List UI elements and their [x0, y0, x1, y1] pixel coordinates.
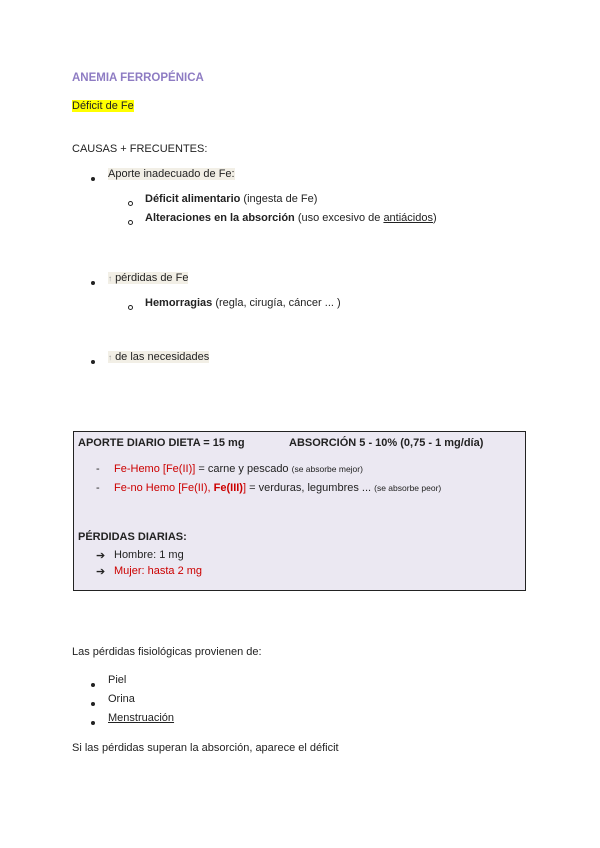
arrow-right-icon: ➔	[96, 550, 106, 562]
sub-cause-rest: (uso excesivo de	[294, 212, 384, 224]
perdidas-heading: PÉRDIDAS DIARIAS:	[78, 531, 187, 543]
mujer-line: Mujer: hasta 2 mg	[114, 565, 203, 577]
sub-cause-bold: Alteraciones en la absorción	[145, 212, 295, 224]
cause-item	[108, 272, 188, 284]
list-item: Menstruación	[108, 712, 175, 724]
bullet-dot-icon	[91, 678, 95, 690]
list-item: Orina	[108, 693, 135, 705]
sub-cause-rest-end: )	[432, 212, 437, 224]
sub-cause-item	[145, 193, 317, 205]
hombre-line: Hombre: 1 mg	[114, 549, 184, 561]
bullet-dot-icon	[91, 716, 95, 728]
losses-intro: Las pérdidas fisiológicas provienen de:	[72, 646, 262, 658]
bullet-dot-icon	[91, 355, 95, 367]
circle-bullet-icon	[128, 216, 133, 228]
fe-nohemo-line: Fe-no Hemo [Fe(II), Fe(III)] = verduras, legumbres ... (se absorbe peor)	[114, 482, 442, 494]
conclusion: Si las pérdidas superan la absorción, aparece el déficit	[72, 742, 339, 754]
cause-item	[108, 168, 235, 180]
absorcion: ABSORCIÓN 5 - 10% (0,75 - 1 mg/día)	[289, 437, 484, 449]
circle-bullet-icon	[128, 301, 133, 313]
cause-item	[108, 351, 209, 363]
cause-label: pérdidas de Fe	[115, 272, 189, 284]
subtitle	[72, 100, 134, 112]
sub-cause-rest: (regla, cirugía, cáncer ... )	[212, 297, 341, 309]
aporte-diario: APORTE DIARIO DIETA = 15 mg	[78, 437, 245, 449]
causes-heading: CAUSAS + FRECUENTES:	[72, 143, 208, 155]
page-title: ANEMIA FERROPÉNICA	[72, 72, 204, 84]
fe-hemo-line: Fe-Hemo [Fe(II)] = carne y pescado (se absorbe mejor)	[114, 463, 363, 475]
cause-label: Aporte inadecuado de Fe:	[108, 168, 235, 180]
dash-bullet-icon: -	[96, 482, 100, 494]
up-arrow-icon: ↑	[108, 274, 112, 283]
iron-info-box	[73, 431, 526, 591]
bullet-dot-icon	[91, 276, 95, 288]
bullet-dot-icon	[91, 172, 95, 184]
subtitle-highlight: Déficit de Fe	[72, 100, 134, 112]
list-item: Piel	[108, 674, 127, 686]
sub-cause-rest: (ingesta de Fe)	[240, 193, 318, 205]
sub-cause-item	[145, 297, 341, 309]
antiacidos-link[interactable]: antiácidos	[383, 212, 433, 224]
dash-bullet-icon: -	[96, 463, 100, 475]
sub-cause-bold: Déficit alimentario	[145, 193, 241, 205]
sub-cause-bold: Hemorragias	[145, 297, 213, 309]
sub-cause-item	[145, 212, 437, 224]
circle-bullet-icon	[128, 197, 133, 209]
up-arrow-icon: ↑	[108, 353, 112, 362]
arrow-right-icon: ➔	[96, 566, 106, 578]
bullet-dot-icon	[91, 697, 95, 709]
cause-label: de las necesidades	[115, 351, 210, 363]
